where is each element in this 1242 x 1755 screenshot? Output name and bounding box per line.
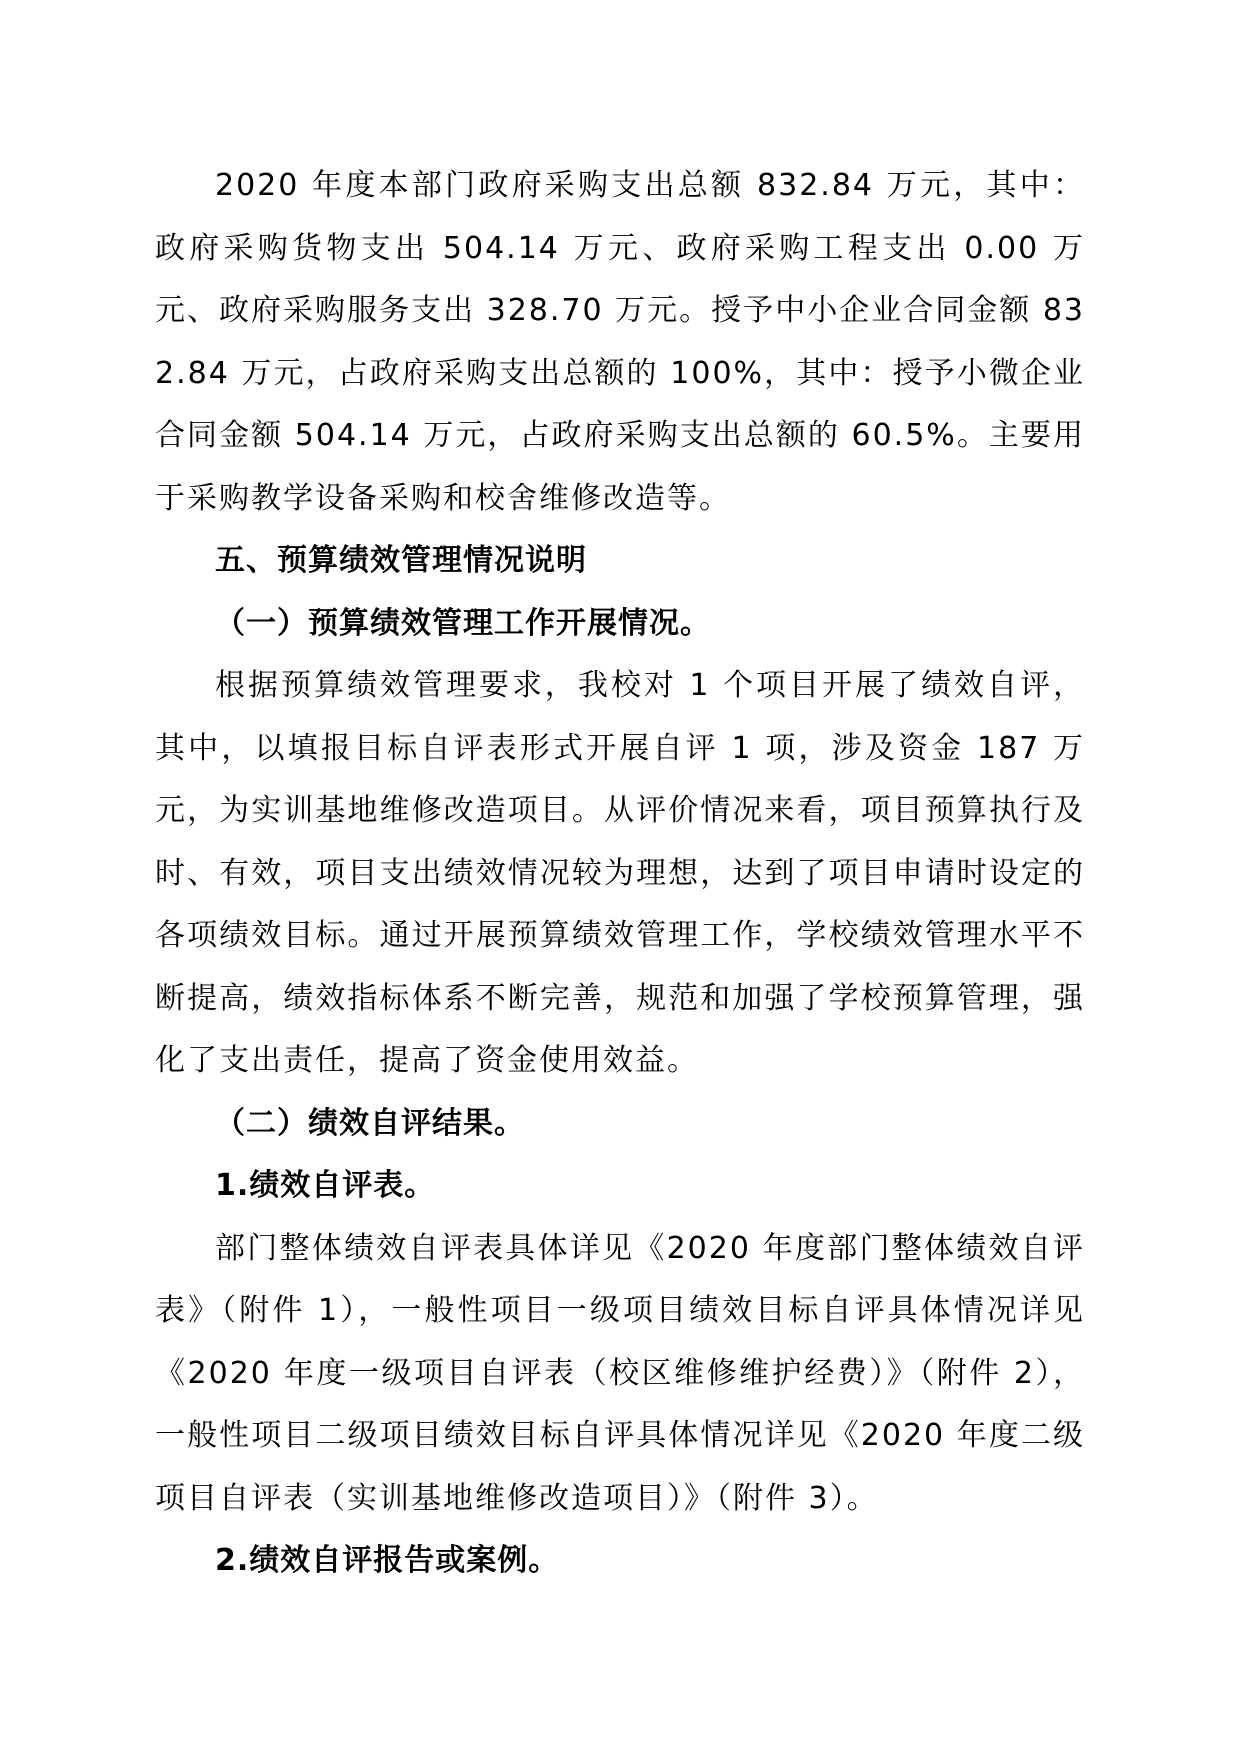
procurement-paragraph: 2020 年度本部门政府采购支出总额 832.84 万元，其中：政府采购货物支出 504.14 万元、政府采购工程支出 0.00 万元、政府采购服务支出 328.70 万元。授予中小企业合同金额 832.84 万元，占政府采购支出总额的 100%，其中：授予小微企业合同金额 504.14 万元，占政府采购支出总额的 60.5%。主要用于采购教学设备采购和校舍维修改造等。 <box>155 168 1085 516</box>
item-one-heading: 1.绩效自评表。 <box>215 1168 436 1203</box>
subsection-one-heading: （一）预算绩效管理工作开展情况。 <box>215 605 711 641</box>
item-two-heading: 2.绩效自评报告或案例。 <box>215 1543 560 1578</box>
document-body <box>155 155 1085 1593</box>
performance-management-paragraph: 根据预算绩效管理要求，我校对 1 个项目开展了绩效自评，其中，以填报目标自评表形式开展自评 1 项，涉及资金 187 万元，为实训基地维修改造项目。从评价情况来看，项目预算执行及时、有效，项目支出绩效情况较为理想，达到了项目申请时设定的各项绩效目标。通过开展预算绩效管理工作，学校绩效管理水平不断提高，绩效指标体系不断完善，规范和加强了学校预算管理，强化了支出责任，提高了资金使用效益。 <box>155 668 1085 1078</box>
section-five-heading: 五、预算绩效管理情况说明 <box>215 543 587 578</box>
subsection-two-heading: （二）绩效自评结果。 <box>215 1105 525 1141</box>
self-evaluation-table-paragraph: 部门整体绩效自评表具体详见《2020 年度部门整体绩效自评表》（附件 1），一般性项目一级项目绩效目标自评具体情况详见《2020 年度一级项目自评表（校区维修维护经费）》（附件 2），一般性项目二级项目绩效目标自评具体情况详见《2020 年度二级项目自评表（实训基地维修改造项目）》（附件 3）。 <box>155 1230 1085 1516</box>
